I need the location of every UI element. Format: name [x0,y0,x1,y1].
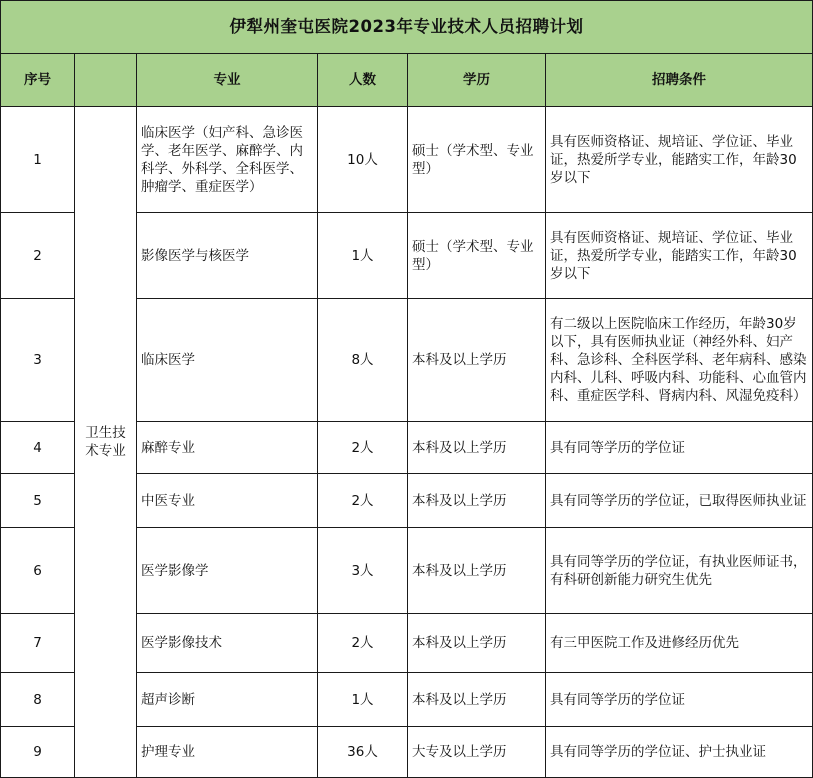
row-education: 本科及以上学历 [408,474,546,528]
row-major: 护理专业 [137,727,318,778]
row-no: 8 [1,673,75,727]
row-major: 中医专业 [137,474,318,528]
row-count: 2人 [318,474,408,528]
row-count: 8人 [318,299,408,422]
row-conditions: 具有同等学历的学位证 [546,673,813,727]
row-count: 1人 [318,673,408,727]
row-count: 2人 [318,614,408,673]
row-conditions: 具有医师资格证、规培证、学位证、毕业证，热爱所学专业，能踏实工作，年龄30岁以下 [546,213,813,299]
header-no: 序号 [1,54,75,107]
row-no: 3 [1,299,75,422]
header-education: 学历 [408,54,546,107]
row-major: 临床医学（妇产科、急诊医学、老年医学、麻醉学、内科学、外科学、全科医学、肿瘤学、重症医学） [137,107,318,213]
row-major: 麻醉专业 [137,422,318,474]
row-no: 2 [1,213,75,299]
row-major: 超声诊断 [137,673,318,727]
row-no: 6 [1,528,75,614]
table-row [1,107,813,213]
row-major: 临床医学 [137,299,318,422]
category-cell: 卫生技术专业 [75,107,137,778]
row-no: 4 [1,422,75,474]
table-title: 伊犁州奎屯医院2023年专业技术人员招聘计划 [1,1,813,54]
row-conditions: 具有医师资格证、规培证、学位证、毕业证，热爱所学专业，能踏实工作，年龄30岁以下 [546,107,813,213]
header-conditions: 招聘条件 [546,54,813,107]
row-education: 本科及以上学历 [408,299,546,422]
row-education: 本科及以上学历 [408,614,546,673]
row-education: 本科及以上学历 [408,673,546,727]
row-no: 1 [1,107,75,213]
row-count: 36人 [318,727,408,778]
row-count: 2人 [318,422,408,474]
row-conditions: 具有同等学历的学位证，有执业医师证书，有科研创新能力研究生优先 [546,528,813,614]
row-conditions: 具有同等学历的学位证、护士执业证 [546,727,813,778]
row-conditions: 有二级以上医院临床工作经历，年龄30岁以下，具有医师执业证（神经外科、妇产科、急诊科、全科医学科、老年病科、感染内科、儿科、呼吸内科、功能科、心血管内科、重症医学科、肾病内科、风湿免疫科） [546,299,813,422]
row-conditions: 具有同等学历的学位证 [546,422,813,474]
header-count: 人数 [318,54,408,107]
row-no: 9 [1,727,75,778]
row-major: 影像医学与核医学 [137,213,318,299]
header-major: 专业 [137,54,318,107]
row-conditions: 有三甲医院工作及进修经历优先 [546,614,813,673]
row-education: 大专及以上学历 [408,727,546,778]
row-conditions: 具有同等学历的学位证，已取得医师执业证 [546,474,813,528]
row-no: 5 [1,474,75,528]
row-count: 1人 [318,213,408,299]
row-count: 3人 [318,528,408,614]
row-major: 医学影像技术 [137,614,318,673]
row-education: 本科及以上学历 [408,528,546,614]
row-education: 硕士（学术型、专业型） [408,213,546,299]
row-no: 7 [1,614,75,673]
row-education: 本科及以上学历 [408,422,546,474]
row-major: 医学影像学 [137,528,318,614]
header-category [75,54,137,107]
header-row [1,54,813,107]
row-count: 10人 [318,107,408,213]
row-education: 硕士（学术型、专业型） [408,107,546,213]
